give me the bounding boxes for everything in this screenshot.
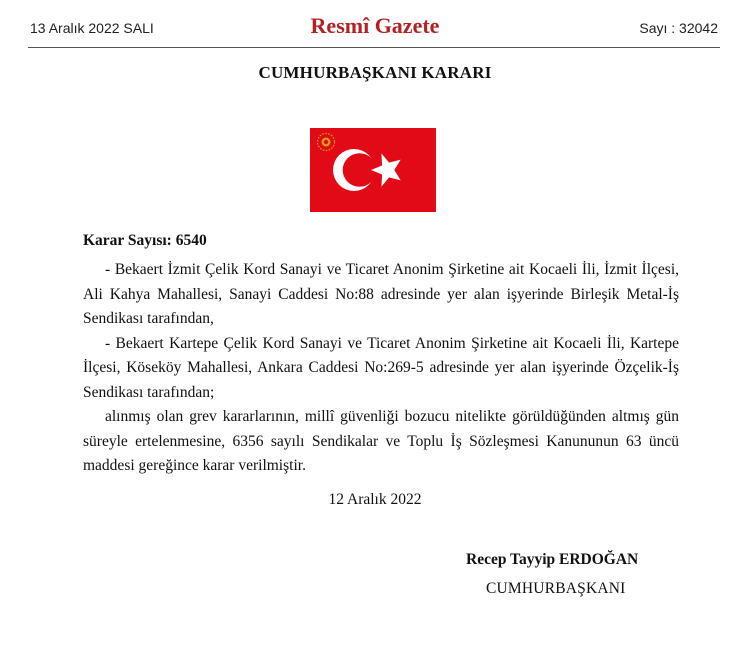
decree-body: [83, 258, 679, 479]
decree-paragraph-3: alınmış olan grev kararlarının, millî güvenliği bozucu nitelikte görüldüğünden altmış gün süreyle ertelenmesine, 6356 sayılı Sendikalar ve Toplu İş Sözleşmesi Kanununun 63 üncü maddesi gereğince karar verilmiştir.: [83, 408, 679, 474]
decree-date: 12 Aralık 2022: [328, 491, 422, 508]
decree-title: CUMHURBAŞKANI KARARI: [258, 63, 492, 82]
gazette-date: 13 Aralık 2022 SALI: [30, 20, 154, 36]
decree-number: Karar Sayısı: 6540: [83, 232, 207, 249]
signatory-name: Recep Tayyip ERDOĞAN: [466, 551, 639, 568]
signatory-title: CUMHURBAŞKANI: [486, 580, 626, 597]
header-divider: [28, 47, 720, 48]
gazette-issue-number: Sayı : 32042: [639, 20, 718, 36]
decree-paragraph-1: - Bekaert İzmit Çelik Kord Sanayi ve Ticaret Anonim Şirketine ait Kocaeli İli, İzmit İlçesi, Ali Kahya Mahallesi, Sanayi Caddesi No:88 adresinde yer alan işyerinde Birleşik Metal-İş Sendikası tarafından,: [83, 261, 679, 327]
gazette-masthead: Resmî Gazete: [310, 13, 440, 38]
decree-paragraph-2: - Bekaert Kartepe Çelik Kord Sanayi ve Ticaret Anonim Şirketine ait Kocaeli İli, Kartepe İlçesi, Köseköy Mahallesi, Ankara Caddesi No:269-5 adresinde yer alan işyerinde Özçelik-İş Sendikası tarafından;: [83, 334, 679, 401]
turkish-flag-icon: [310, 128, 436, 212]
